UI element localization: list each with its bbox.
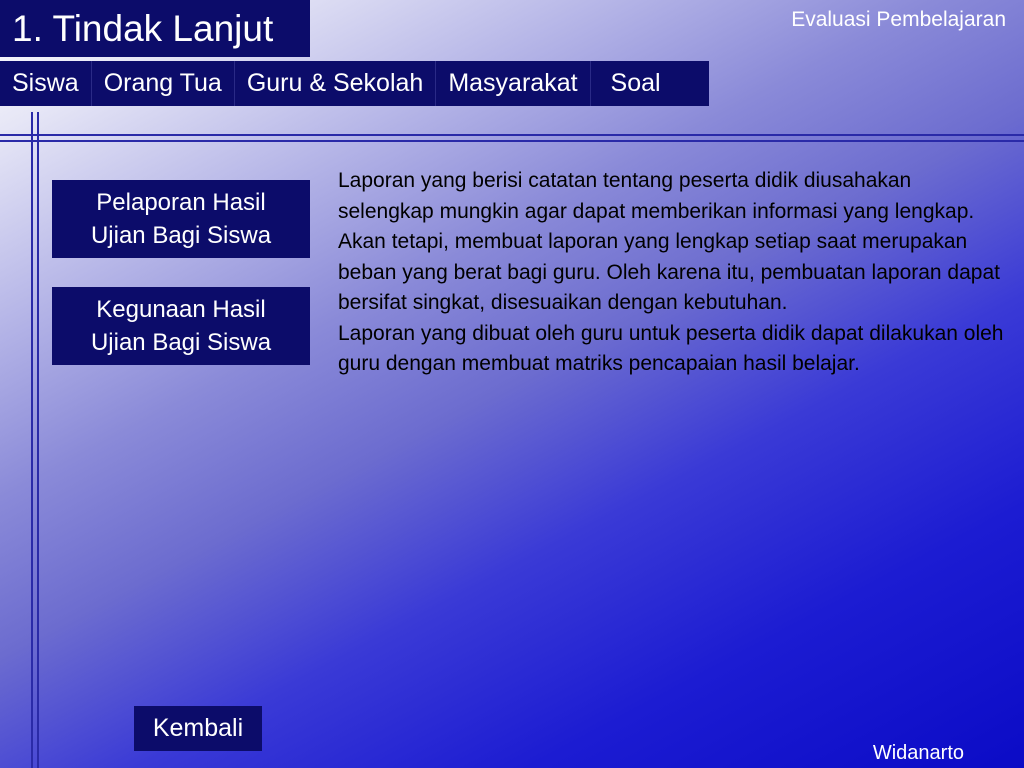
- button-label-line: Pelaporan Hasil: [96, 189, 266, 216]
- nav-bar: [0, 61, 709, 106]
- nav-item-siswa[interactable]: Siswa: [0, 61, 92, 106]
- nav-item-masyarakat[interactable]: Masyarakat: [436, 61, 590, 106]
- course-label: Evaluasi Pembelajaran: [791, 8, 1006, 31]
- author-label: Widanarto: [872, 742, 964, 764]
- divider-line: [0, 134, 1024, 136]
- content-paragraph: Laporan yang berisi catatan tentang peserta didik diusahakan selengkap mungkin agar dapat memberikan informasi yang lengkap. Akan tetapi, membuat laporan yang lengkap setiap saat merupakan beban yang berat bagi guru. Oleh karena itu, pembuatan laporan dapat bersifat singkat, disesuaikan dengan kebutuhan.: [338, 169, 1000, 314]
- vertical-line: [31, 112, 33, 768]
- button-label-line: Ujian Bagi Siswa: [90, 329, 272, 356]
- content-paragraph: Laporan yang dibuat oleh guru untuk peserta didik dapat dilakukan oleh guru dengan membuat matriks pencapaian hasil belajar.: [338, 321, 1004, 375]
- kegunaan-hasil-button[interactable]: [52, 287, 310, 365]
- slide-title: 1. Tindak Lanjut: [0, 0, 310, 57]
- content-text: [338, 166, 1004, 380]
- button-label-line: Kegunaan Hasil: [96, 296, 266, 323]
- nav-item-orang-tua[interactable]: Orang Tua: [92, 61, 235, 106]
- vertical-line: [37, 112, 39, 768]
- nav-item-soal[interactable]: Soal: [610, 69, 661, 97]
- nav-item-guru-sekolah[interactable]: Guru & Sekolah: [235, 61, 437, 106]
- back-button[interactable]: Kembali: [134, 706, 262, 751]
- button-label-line: Ujian Bagi Siswa: [90, 222, 272, 249]
- pelaporan-hasil-button[interactable]: [52, 180, 310, 258]
- divider-line: [0, 140, 1024, 142]
